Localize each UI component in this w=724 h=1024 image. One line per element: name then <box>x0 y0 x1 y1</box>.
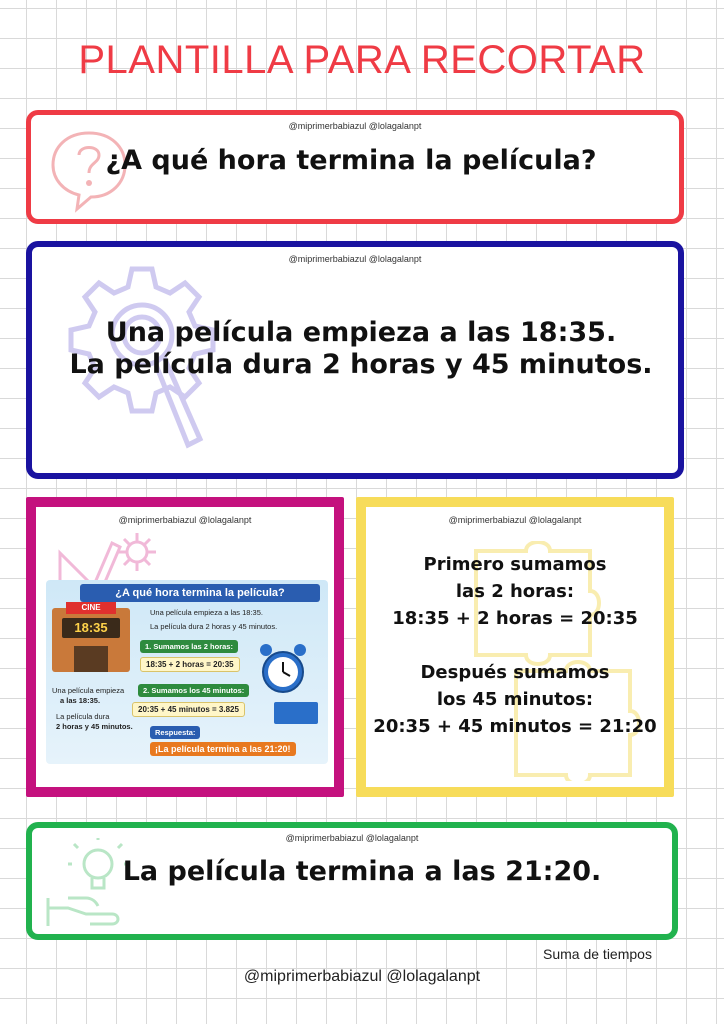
problem-line-2: La película dura 2 horas y 45 minutos. <box>69 349 653 380</box>
steps-line: 18:35 + 2 horas = 20:35 <box>392 608 638 629</box>
footer-handle: @miprimerbabiazul @lolagalanpt <box>243 968 481 985</box>
card-handle: @miprimerbabiazul @lolagalanpt <box>288 121 422 131</box>
steps-line: Primero sumamos <box>423 554 607 575</box>
steps-line <box>366 632 664 659</box>
thumb-step1-eq: 18:35 + 2 horas = 20:35 <box>140 657 240 672</box>
thumb-side-2: a las 18:35. <box>60 696 101 705</box>
thumb-banner: ¿A qué hora termina la película? <box>80 584 320 602</box>
gear-icon <box>116 531 158 573</box>
card-handle: @miprimerbabiazul @lolagalanpt <box>448 515 582 525</box>
solution-thumbnail <box>46 580 328 764</box>
thumb-crate <box>274 702 318 724</box>
cine-sign: CINE <box>66 602 116 614</box>
question-text: ¿A qué hora termina la película? <box>105 145 597 176</box>
problem-card <box>26 241 684 479</box>
thumb-intro-1: Una película empieza a las 18:35. <box>150 608 263 617</box>
steps-line: los 45 minutos: <box>436 689 594 710</box>
steps-line: 20:35 + 45 minutos = 21:20 <box>373 716 657 737</box>
thumb-side-4: 2 horas y 45 minutos. <box>56 722 133 731</box>
thumb-step2-eq: 20:35 + 45 minutos = 3.825 <box>132 702 245 717</box>
steps-line: Después sumamos <box>420 662 610 683</box>
steps-line: las 2 horas: <box>455 581 575 602</box>
card-handle: @miprimerbabiazul @lolagalanpt <box>285 833 419 843</box>
thumb-step2-label: 2. Sumamos los 45 minutos: <box>138 684 249 697</box>
card-handle: @miprimerbabiazul @lolagalanpt <box>288 254 422 264</box>
thumb-step1-label: 1. Sumamos las 2 horas: <box>140 640 238 653</box>
steps-card <box>356 497 674 797</box>
cinema-building <box>52 603 130 672</box>
thumb-intro-2: La película dura 2 horas y 45 minutos. <box>150 622 278 631</box>
thumb-side-1: Una película empieza <box>52 686 125 695</box>
answer-text: La película termina a las 21:20. <box>122 856 602 887</box>
page-title: PLANTILLA PARA RECORTAR <box>78 38 646 82</box>
question-card <box>26 110 684 224</box>
alarm-clock-icon <box>254 640 312 698</box>
problem-line-1: Una película empieza a las 18:35. <box>105 317 617 348</box>
card-handle: @miprimerbabiazul @lolagalanpt <box>118 515 252 525</box>
thumb-side-3: La película dura <box>56 712 110 721</box>
thumb-answer-text: ¡La película termina a las 21:20! <box>150 742 296 756</box>
answer-card <box>26 822 678 940</box>
thumb-answer-label: Respuesta: <box>150 726 200 739</box>
cine-time: 18:35 <box>62 618 120 638</box>
steps-text <box>366 551 664 740</box>
footer-label: Suma de tiempos <box>543 946 652 962</box>
